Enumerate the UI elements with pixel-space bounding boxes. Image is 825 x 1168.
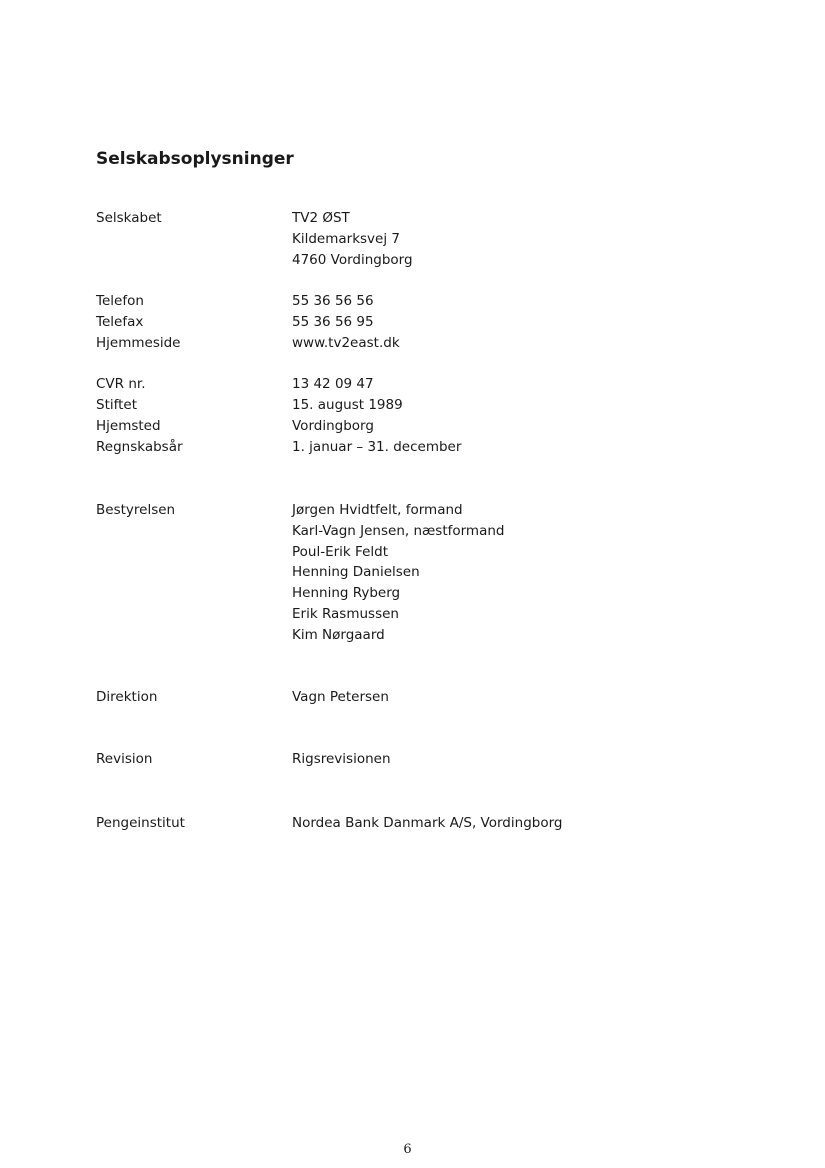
management-value: Vagn Petersen xyxy=(292,689,389,705)
fiscal-year-value: 1. januar – 31. december xyxy=(292,439,462,455)
cvr-value: 13 42 09 47 xyxy=(292,376,374,392)
fiscal-year-label: Regnskabsår xyxy=(96,439,183,455)
audit-value: Rigsrevisionen xyxy=(292,751,391,767)
board-member: Erik Rasmussen xyxy=(292,605,399,622)
page-number: 6 xyxy=(403,1142,412,1157)
phone-label: Telefon xyxy=(96,293,144,309)
board-member: Poul-Erik Feldt xyxy=(292,543,388,560)
website-label: Hjemmeside xyxy=(96,335,181,351)
board-member: Henning Ryberg xyxy=(292,585,401,602)
company-label: Selskabet xyxy=(96,210,162,226)
company-name: TV2 ØST xyxy=(292,210,350,226)
company-city: 4760 Vordingborg xyxy=(292,251,413,268)
phone-value: 55 36 56 56 xyxy=(292,293,374,309)
board-members xyxy=(292,500,504,646)
audit-label: Revision xyxy=(96,751,153,767)
board-label: Bestyrelsen xyxy=(96,502,176,518)
founded-label: Stiftet xyxy=(96,397,138,413)
fax-label: Telefax xyxy=(96,314,144,330)
founded-value: 15. august 1989 xyxy=(292,397,403,413)
page-title: Selskabsoplysninger xyxy=(96,149,294,169)
company-address xyxy=(292,208,413,270)
board-member: Karl-Vagn Jensen, næstformand xyxy=(292,522,505,539)
company-street: Kildemarksvej 7 xyxy=(292,230,400,247)
board-member: Henning Danielsen xyxy=(292,564,420,581)
fax-value: 55 36 56 95 xyxy=(292,314,374,330)
management-label: Direktion xyxy=(96,689,158,705)
cvr-label: CVR nr. xyxy=(96,376,146,392)
domicile-label: Hjemsted xyxy=(96,418,161,434)
domicile-value: Vordingborg xyxy=(292,418,374,434)
board-member: Kim Nørgaard xyxy=(292,626,385,643)
board-member: Jørgen Hvidtfelt, formand xyxy=(292,502,463,518)
bank-value: Nordea Bank Danmark A/S, Vordingborg xyxy=(292,815,563,831)
bank-label: Pengeinstitut xyxy=(96,815,185,831)
website-value: www.tv2east.dk xyxy=(292,335,400,351)
